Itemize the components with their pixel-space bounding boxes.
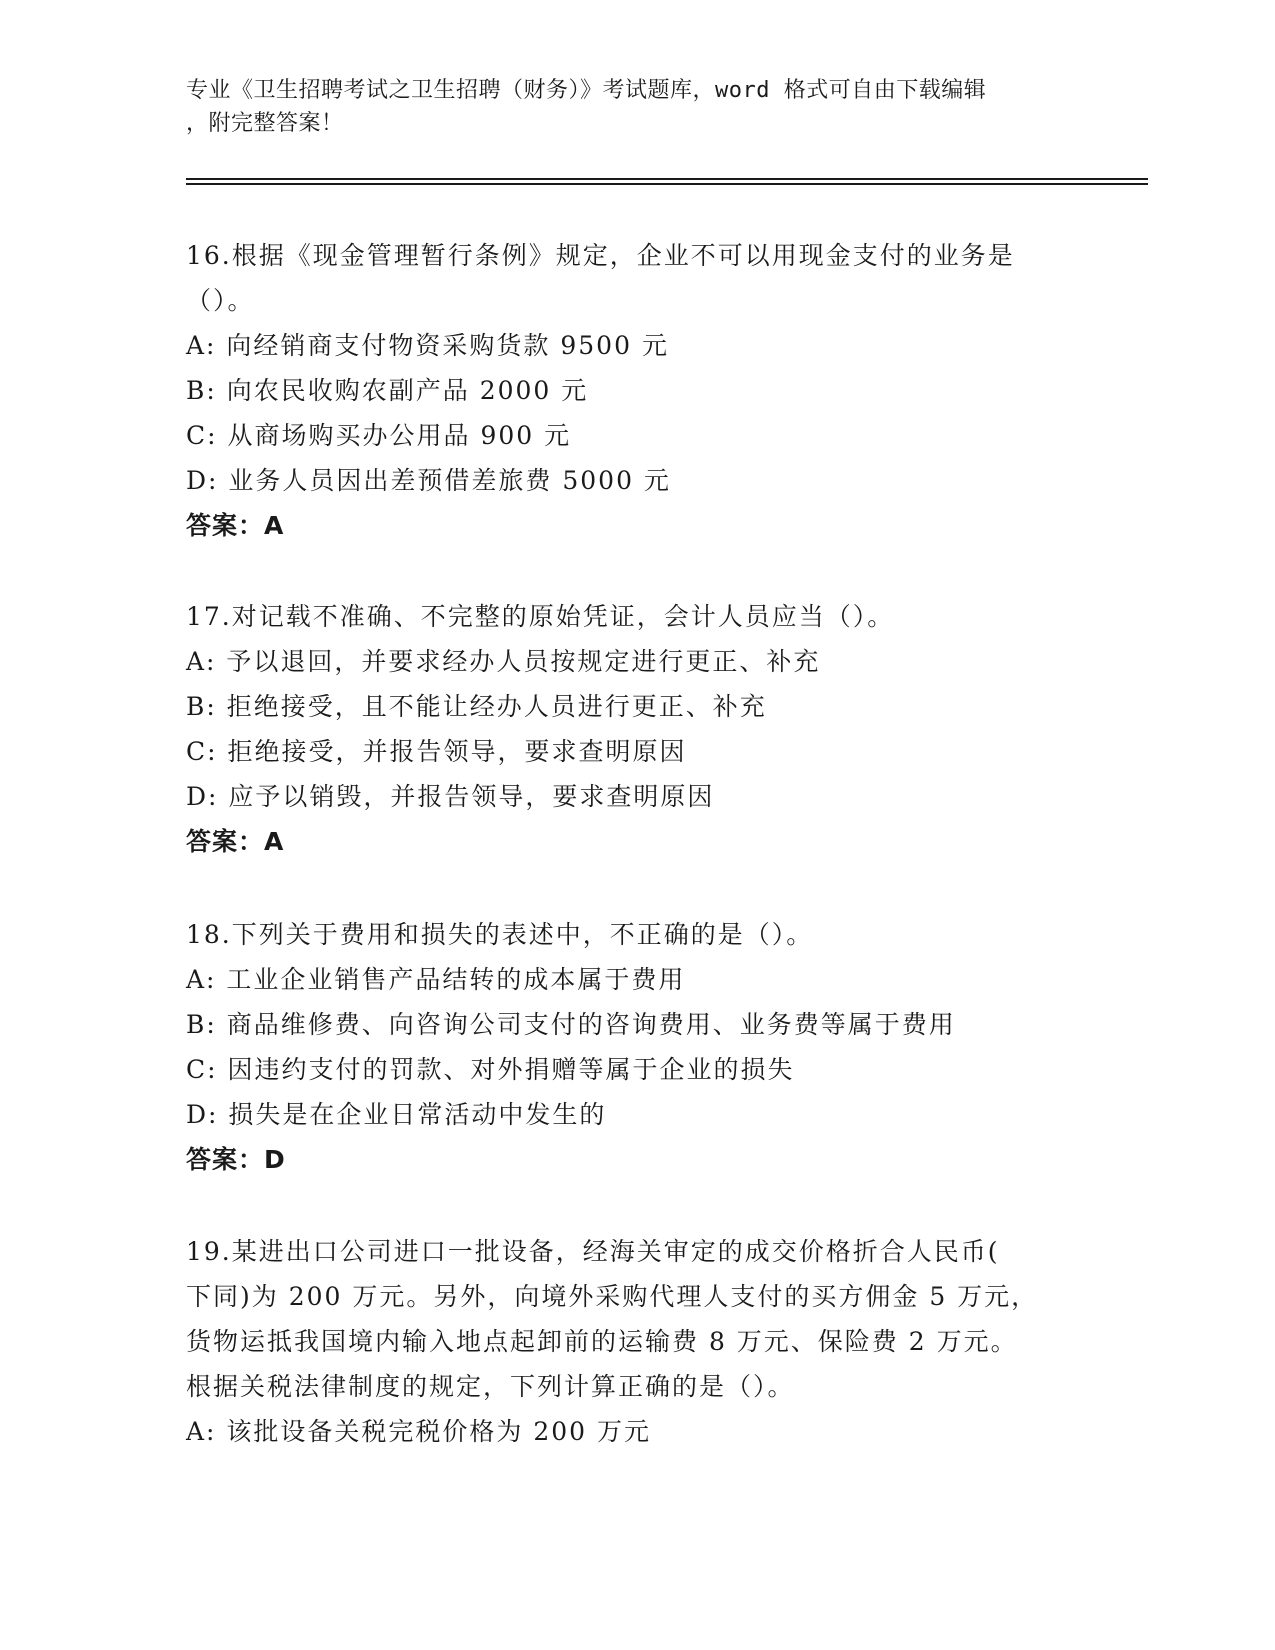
question-17 xyxy=(186,594,1086,864)
question-stem-line: 19.某进出口公司进口一批设备，经海关审定的成交价格折合人民币( xyxy=(186,1237,1000,1266)
option-c: C: 因违约支付的罚款、对外捐赠等属于企业的损失 xyxy=(186,1055,795,1084)
question-16 xyxy=(186,233,1086,548)
document-header xyxy=(186,74,1086,140)
option-b: B: 拒绝接受，且不能让经办人员进行更正、补充 xyxy=(186,692,767,721)
option-d: D: 应予以销毁，并报告领导，要求查明原因 xyxy=(186,782,715,811)
option-a: A: 予以退回，并要求经办人员按规定进行更正、补充 xyxy=(186,647,821,676)
option-d: D: 业务人员因出差预借差旅费 5000 元 xyxy=(186,466,671,495)
option-b: B: 商品维修费、向咨询公司支付的咨询费用、业务费等属于费用 xyxy=(186,1010,956,1039)
answer-label: 答案：D xyxy=(186,1145,286,1174)
header-divider-bottom xyxy=(186,183,1148,185)
option-a: A: 工业企业销售产品结转的成本属于费用 xyxy=(186,965,686,994)
option-a: A: 向经销商支付物资采购货款 9500 元 xyxy=(186,331,669,360)
header-divider-top xyxy=(186,178,1148,180)
question-stem-line: 18.下列关于费用和损失的表述中，不正确的是（）。 xyxy=(186,920,814,949)
question-stem-line: 货物运抵我国境内输入地点起卸前的运输费 8 万元、保险费 2 万元。 xyxy=(186,1327,1018,1356)
option-d: D: 损失是在企业日常活动中发生的 xyxy=(186,1100,607,1129)
question-stem-line: 17.对记载不准确、不完整的原始凭证，会计人员应当（）。 xyxy=(186,602,895,631)
answer-label: 答案：A xyxy=(186,511,285,540)
question-18 xyxy=(186,912,1086,1182)
question-stem-line: 16.根据《现金管理暂行条例》规定，企业不可以用现金支付的业务是 xyxy=(186,241,1015,270)
option-a: A: 该批设备关税完税价格为 200 万元 xyxy=(186,1417,652,1446)
option-b: B: 向农民收购农副产品 2000 元 xyxy=(186,376,589,405)
option-c: C: 从商场购买办公用品 900 元 xyxy=(186,421,572,450)
question-stem-line: （）。 xyxy=(186,286,255,315)
question-stem-line: 下同)为 200 万元。另外，向境外采购代理人支付的买方佣金 5 万元， xyxy=(186,1282,1039,1311)
question-stem-line: 根据关税法律制度的规定，下列计算正确的是（）。 xyxy=(186,1372,795,1401)
header-line-1: 专业《卫生招聘考试之卫生招聘（财务）》考试题库，word 格式可自由下载编辑 xyxy=(186,78,987,103)
header-line-2: ，附完整答案！ xyxy=(186,111,344,136)
option-c: C: 拒绝接受，并报告领导，要求查明原因 xyxy=(186,737,687,766)
answer-label: 答案：A xyxy=(186,827,285,856)
question-19 xyxy=(186,1229,1086,1454)
